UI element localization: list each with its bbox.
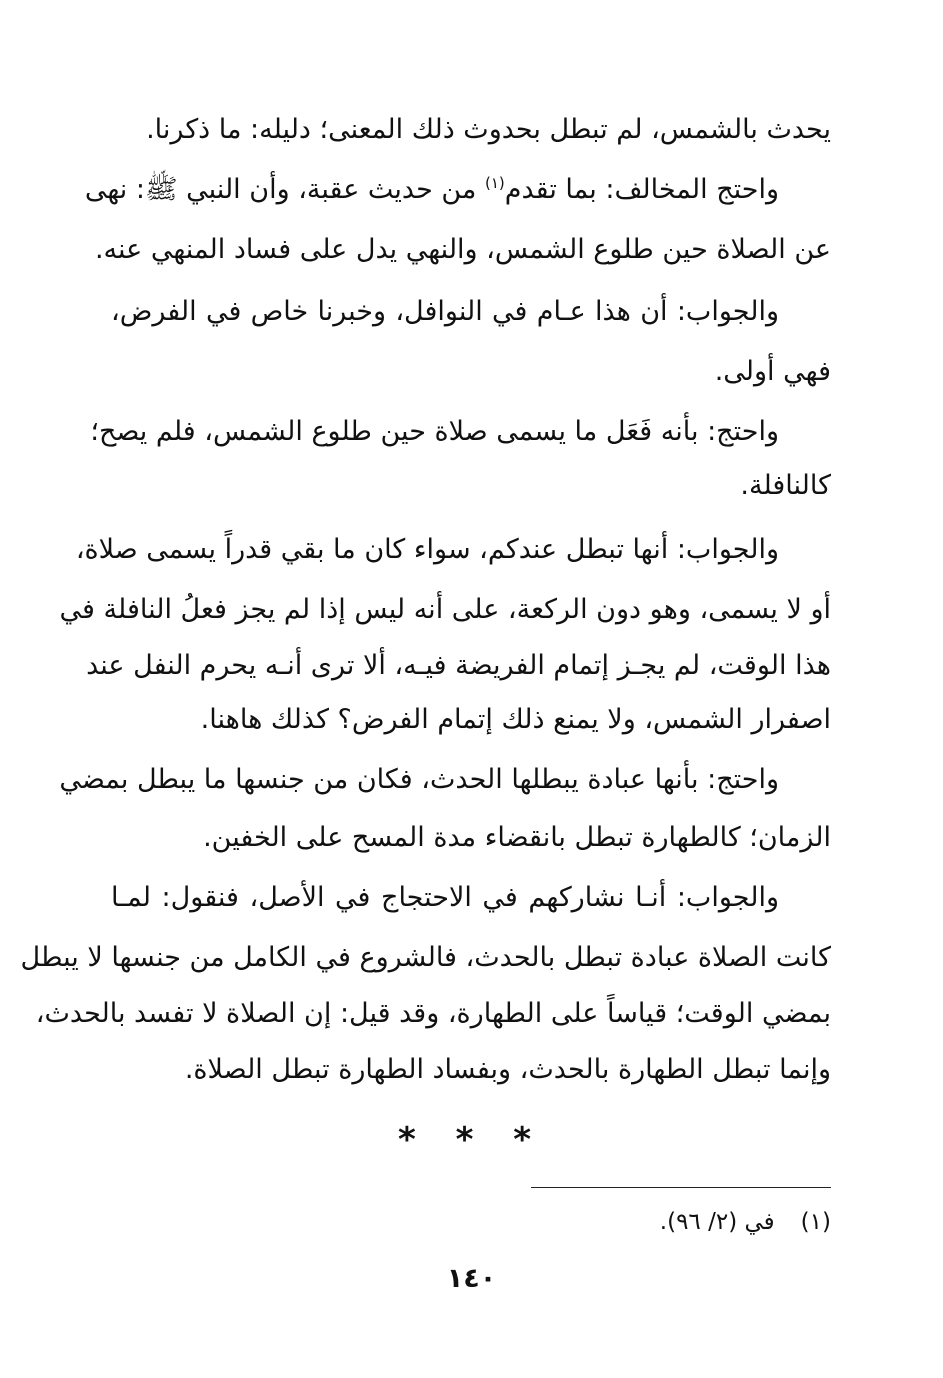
text-line-2-end: من حديث عقبة، وأن النبي ﷺ: نهى [84, 174, 485, 205]
text-line-12: واحتج: بأنها عبادة يبطلها الحدث، فكان من جنسها ما يبطل بمضي [59, 764, 779, 795]
footnote-number: (١) [800, 1209, 831, 1235]
text-line-7: كالنافلة. [740, 470, 831, 501]
text-line-17: وإنما تبطل الطهارة بالحدث، وبفساد الطهارة تبطل الصلاة. [184, 1054, 831, 1085]
text-line-6: واحتج: بأنه فَعَل ما يسمى صلاة حين طلوع الشمس، فلم يصح؛ [90, 416, 779, 447]
footnote-marker[interactable]: (١) [484, 174, 505, 192]
text-line-2-start: واحتج المخالف: بما تقدم [504, 174, 779, 205]
text-line-16: بمضي الوقت؛ قياساً على الطهارة، وقد قيل: إن الصلاة لا تفسد بالحدث، [35, 998, 831, 1029]
text-line-14: والجواب: أنـا نشاركهم في الاحتجاج في الأصل، فنقول: لمـا [111, 882, 779, 913]
text-line-11: اصفرار الشمس، ولا يمنع ذلك إتمام الفرض؟ كذلك هاهنا. [200, 704, 831, 735]
text-line-2 [84, 170, 831, 210]
text-line-4: والجواب: أن هذا عـام في النوافل، وخبرنا خاص في الفرض، [111, 296, 779, 327]
page-number: ١٤٠ [446, 1263, 497, 1294]
text-line-9: أو لا يسمى، وهو دون الركعة، على أنه ليس إذا لم يجز فعلُ النافلة في [59, 594, 831, 625]
section-divider: * * * [397, 1120, 545, 1160]
text-line-13: الزمان؛ كالطهارة تبطل بانقضاء مدة المسح على الخفين. [203, 822, 831, 853]
text-line-5: فهي أولى. [714, 356, 831, 387]
footnote-separator [531, 1187, 831, 1188]
footnote-text: في (٢/ ٩٦). [659, 1209, 775, 1235]
text-line-10: هذا الوقت، لم يجـز إتمام الفريضة فيـه، ألا ترى أنـه يحرم النفل عند [86, 650, 831, 681]
footnote [660, 1205, 831, 1239]
text-line-8: والجواب: أنها تبطل عندكم، سواء كان ما بقي قدراً يسمى صلاة، [75, 534, 779, 565]
text-line-3: عن الصلاة حين طلوع الشمس، والنهي يدل على فساد المنهي عنه. [94, 234, 831, 265]
text-line-15: كانت الصلاة عبادة تبطل بالحدث، فالشروع في الكامل من جنسها لا يبطل [20, 942, 831, 973]
text-line-1: يحدث بالشمس، لم تبطل بحدوث ذلك المعنى؛ دليله: ما ذكرنا. [146, 114, 831, 145]
